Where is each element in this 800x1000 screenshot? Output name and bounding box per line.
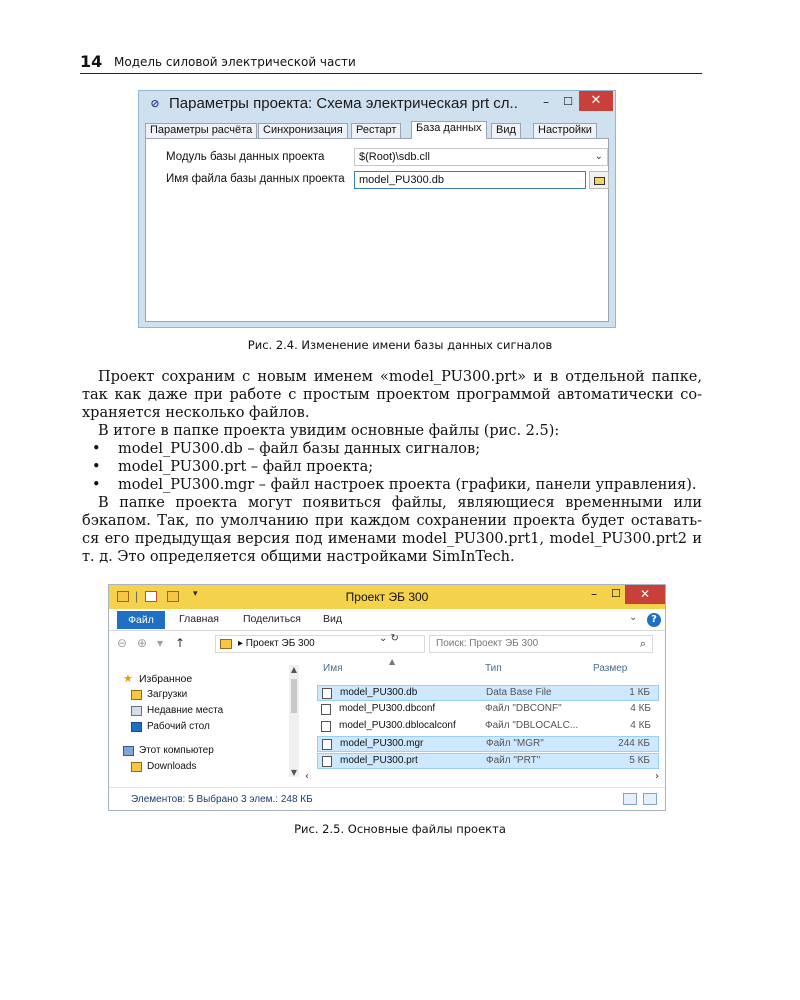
file-size: 4 КБ [630,720,651,731]
dialog-title: Параметры проекта: Схема электрическая prt сл.. [169,95,518,112]
dialog-titlebar [139,91,615,117]
file-size: 244 КБ [618,738,650,749]
tab-calc-params[interactable]: Параметры расчёта [145,123,257,138]
dialog-tabs [145,121,609,138]
file-row[interactable] [317,753,659,769]
file-name: model_PU300.dblocalconf [339,720,456,731]
scroll-right-icon[interactable]: › [655,771,659,782]
maximize-button[interactable]: ☐ [563,95,573,108]
tab-database[interactable]: База данных [411,121,487,139]
nav-desktop[interactable]: Рабочий стол [147,721,210,732]
computer-icon [123,746,134,756]
search-input[interactable] [429,635,653,653]
file-size: 5 КБ [629,755,650,766]
star-icon: ★ [123,673,133,685]
large-icons-view-icon[interactable] [643,793,657,805]
database-tab-panel [145,138,609,322]
file-icon [322,756,332,767]
column-header-name[interactable]: Имя [323,663,343,674]
explorer-window [108,584,666,811]
db-module-select[interactable] [354,148,608,166]
recent-places-icon [131,706,142,716]
page-number: 14 [80,52,103,71]
tab-settings[interactable]: Настройки [533,123,597,138]
minimize-button[interactable]: – [591,587,597,601]
project-parameters-dialog [138,90,616,328]
file-name: model_PU300.db [340,687,418,698]
browse-button[interactable] [589,171,609,189]
nav-downloads[interactable]: Загрузки [147,689,187,700]
status-text: Элементов: 5 Выбрано 3 элем.: 248 КБ [131,794,313,805]
file-row[interactable] [317,719,659,735]
chevron-down-icon: ⌄ [594,151,603,162]
up-icon[interactable]: ↑ [175,636,186,650]
desktop-icon [131,722,142,732]
file-row[interactable] [317,736,659,752]
column-header-type[interactable]: Тип [485,663,502,674]
file-name: model_PU300.mgr [340,738,424,749]
file-type: Файл "MGR" [486,738,544,749]
forward-icon[interactable]: ⊕ [137,636,148,650]
nav-recent[interactable]: Недавние места [147,705,223,716]
close-button[interactable]: ✕ [625,585,665,604]
tab-restart[interactable]: Рестарт [351,123,401,138]
nav-downloads-pc[interactable]: Downloads [147,761,196,772]
address-path: ▸ Проект ЭБ 300 [238,638,315,649]
nav-favorites[interactable]: ★ Избранное [123,673,193,685]
explorer-titlebar [109,585,665,609]
horizontal-scrollbar[interactable] [305,773,661,783]
nav-this-pc[interactable]: Этот компьютер [139,745,214,756]
navigation-pane [109,661,305,781]
address-bar-row [109,631,665,657]
maximize-button[interactable]: ☐ [611,587,621,600]
tab-sync[interactable]: Синхронизация [258,123,348,138]
help-icon[interactable]: ? [647,613,661,627]
paragraph-3: В папке проекта могут появиться файлы, являющиеся временными или бэкапом. Так, по умолчанию при каждом сохранении проекта будет оставать-ся его предыдущая версия под именами model_PU300.prt1, model_PU300.prt2 и т. д. Это определяется общими настройками SimInTech. [82,495,702,565]
downloads-icon [131,690,142,700]
search-placeholder: Поиск: Проект ЭБ 300 [436,638,539,649]
minimize-button[interactable]: – [543,95,549,109]
file-type: Файл "PRT" [486,755,541,766]
file-icon [321,721,331,732]
list-item: • model_PU300.db – файл базы данных сигналов; [82,440,702,458]
list-item: • model_PU300.mgr – файл настроек проекта (графики, панели управления). [82,476,702,494]
db-module-value: $(Root)\sdb.cll [359,151,430,163]
back-icon[interactable]: ⊖ [117,636,128,650]
file-icon [321,704,331,715]
file-type: Data Base File [486,687,552,698]
scroll-up-icon[interactable]: ▲ [290,665,298,674]
scrollbar-thumb[interactable] [291,679,297,713]
search-icon: ⌕ [639,637,646,650]
ribbon-tabs [109,609,665,631]
column-header-size[interactable]: Размер [593,663,628,674]
file-icon [322,739,332,750]
page-header [80,52,702,74]
tab-view[interactable]: Вид [323,613,342,625]
file-icon [322,688,332,699]
file-name: model_PU300.prt [340,755,418,766]
quick-access-dropdown-icon[interactable]: ▾ [193,589,198,599]
file-row[interactable] [317,685,659,701]
tab-share[interactable]: Поделиться [243,613,301,625]
file-size: 1 КБ [629,687,650,698]
db-file-label: Имя файла базы данных проекта [166,173,345,185]
history-dropdown-icon[interactable]: ▾ [157,636,164,650]
file-name: model_PU300.dbconf [339,703,436,714]
folder-icon [220,639,232,649]
explorer-title: Проект ЭБ 300 [345,590,429,604]
tab-home[interactable]: Главная [179,613,219,625]
refresh-icon[interactable]: ⌄ ↻ [379,633,399,644]
list-item: • model_PU300.prt – файл проекта; [82,458,702,476]
file-type: Файл "DBCONF" [485,703,562,714]
nav-scrollbar[interactable] [289,665,299,777]
scroll-down-icon[interactable]: ▼ [290,768,298,777]
separator: | [135,589,139,603]
sort-ascending-icon: ▲ [389,657,396,666]
chevron-down-icon[interactable]: ⌄ [629,612,638,623]
db-file-input[interactable]: model_PU300.db [354,171,586,189]
downloads-icon [131,762,142,772]
folder-icon [594,177,605,185]
file-list [82,440,702,494]
status-bar [109,787,665,809]
figure-caption-2-5: Рис. 2.5. Основные файлы проекта [294,822,506,836]
running-head: Модель силовой электрической части [114,55,356,69]
file-type: Файл "DBLOCALC... [485,720,579,731]
db-module-label: Модуль базы данных проекта [166,151,325,163]
file-size: 4 КБ [630,703,651,714]
paragraph-2: В итоге в папке проекта увидим основные файлы (рис. 2.5): [98,423,560,439]
details-view-icon[interactable] [623,793,637,805]
scroll-left-icon[interactable]: ‹ [305,771,309,782]
figure-caption-2-4: Рис. 2.4. Изменение имени базы данных сигналов [247,338,553,352]
tab-file[interactable]: Файл [117,611,165,629]
paragraph-1: Проект сохраним с новым именем «model_PU300.prt» и в отдельной папке, так как даже при работе с простым проектом программой автоматически со-храняется несколько файлов. [82,369,702,421]
file-row[interactable] [317,702,659,718]
app-icon: ⊘ [150,97,160,110]
close-button[interactable]: ✕ [579,91,613,111]
tab-view[interactable]: Вид [491,123,521,138]
